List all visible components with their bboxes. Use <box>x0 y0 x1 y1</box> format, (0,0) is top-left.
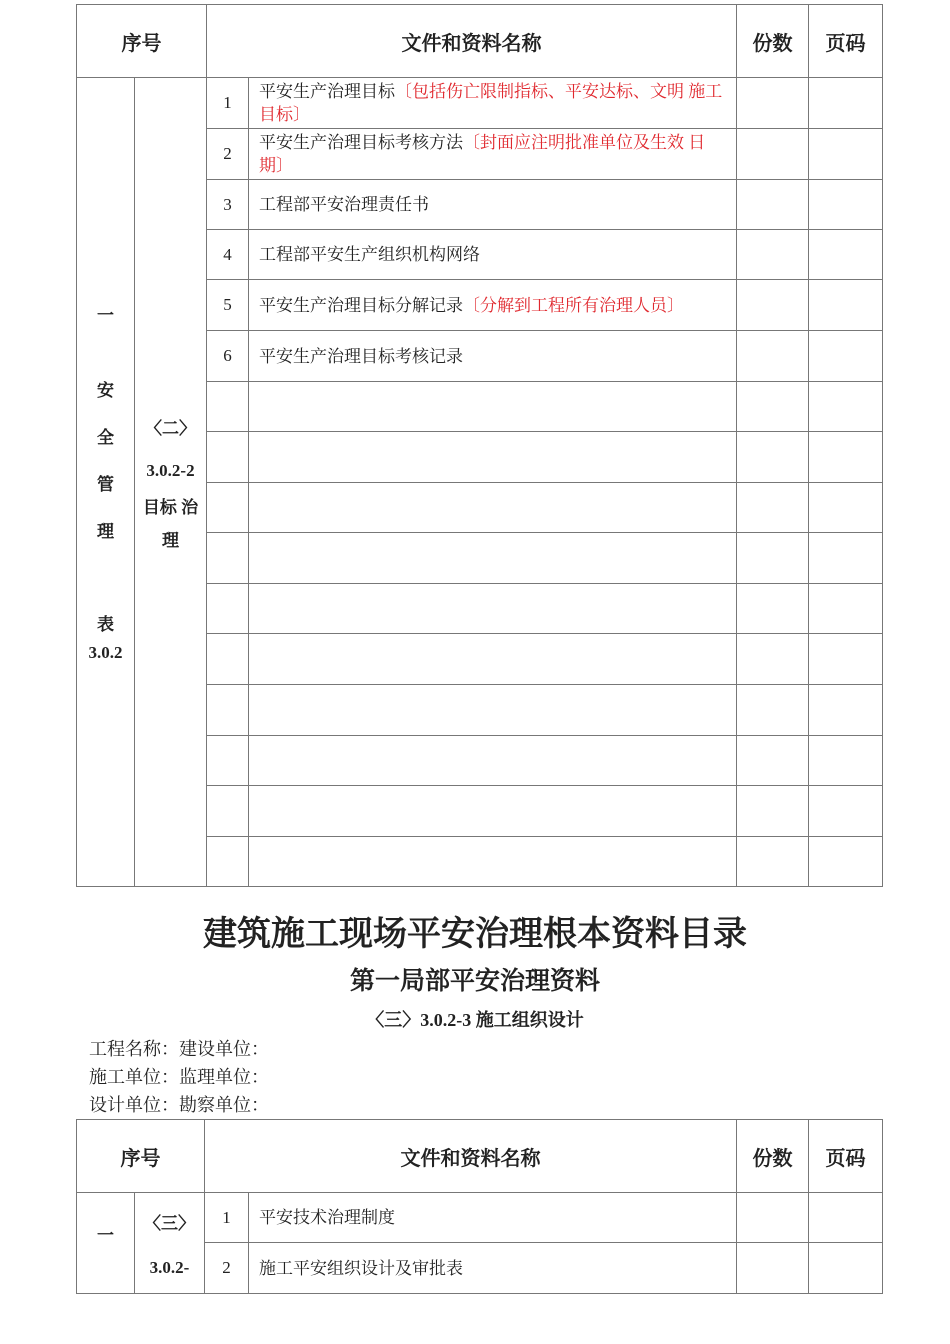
page-cell <box>809 786 883 837</box>
category-char: 理 <box>97 522 114 541</box>
row-number: 2 <box>207 129 249 180</box>
page-cell <box>809 180 883 230</box>
document-name-text: 工程部平安生产组织机构网络 <box>259 245 480 264</box>
document-name <box>249 685 737 736</box>
page-cell <box>809 280 883 331</box>
table-safety-goals <box>76 4 883 887</box>
row-number: 5 <box>207 280 249 331</box>
document-name <box>249 129 737 180</box>
info-line-design: 设计单位：勘察单位： <box>89 1095 269 1115</box>
copies-cell <box>737 786 809 837</box>
document-name: 施工平安组织设计及审批表 <box>249 1243 737 1294</box>
document-name <box>249 331 737 382</box>
copies-cell <box>737 634 809 685</box>
document-name <box>249 382 737 432</box>
header-name: 文件和资料名称 <box>207 5 737 78</box>
copies-cell <box>737 736 809 786</box>
copies-cell <box>737 382 809 432</box>
row-number: 6 <box>207 331 249 382</box>
page-cell <box>809 78 883 129</box>
table-row <box>77 78 883 129</box>
subcategory-goal-management <box>135 78 207 887</box>
page-cell <box>809 1193 883 1243</box>
page-cell <box>809 837 883 887</box>
copies-cell <box>737 533 809 584</box>
page-subtitle: 第一局部平安治理资料 <box>349 968 600 995</box>
category-safety-management <box>77 78 135 887</box>
category-code: 3.0.2 <box>88 643 123 662</box>
document-name <box>249 230 737 280</box>
document-name <box>249 180 737 230</box>
subcategory-name-line2: 理 <box>162 530 179 550</box>
page-cell <box>809 736 883 786</box>
page-cell <box>809 230 883 280</box>
page-cell <box>809 382 883 432</box>
header-copies: 份数 <box>737 5 809 78</box>
table-construction-design <box>76 1119 883 1294</box>
section-title: 〈三〉3.0.2-3 施工组织设计 <box>366 1010 584 1030</box>
document-name <box>249 78 737 129</box>
row-number <box>207 382 249 432</box>
document-note: 〔包括伤亡限制指标、平安达标、文明 施工目标〕 <box>259 82 723 124</box>
copies-cell <box>737 331 809 382</box>
document-name <box>249 634 737 685</box>
header-seq: 序号 <box>77 5 207 78</box>
document-name-text: 平安生产治理目标分解记录 <box>259 295 463 315</box>
table-header-row <box>77 5 883 78</box>
row-number: 1 <box>205 1193 249 1243</box>
page-cell <box>809 129 883 180</box>
subcategory-code: 3.0.2- <box>149 1257 190 1277</box>
page-cell <box>809 533 883 584</box>
row-number: 4 <box>207 230 249 280</box>
category-safety-management <box>77 1193 135 1294</box>
category-char: 一 <box>97 1225 114 1245</box>
document-name <box>249 786 737 837</box>
info-line-project: 工程名称：建设单位： <box>89 1039 269 1059</box>
page-title: 建筑施工现场平安治理根本资料目录 <box>203 916 747 953</box>
row-number <box>207 786 249 837</box>
page-cell <box>809 584 883 634</box>
document-name-text: 工程部平安治理责任书 <box>259 195 429 214</box>
subcategory-name-line1: 目标 治 <box>142 497 199 517</box>
page-cell <box>809 634 883 685</box>
header-copies: 份数 <box>737 1120 809 1193</box>
document-name-text: 平安生产治理目标 <box>259 82 395 101</box>
page-cell <box>809 331 883 382</box>
document-name <box>249 584 737 634</box>
category-char: 管 <box>97 475 114 494</box>
document-name-text: 平安生产治理目标考核记录 <box>259 346 463 366</box>
copies-cell <box>737 230 809 280</box>
row-number: 1 <box>207 78 249 129</box>
row-number <box>207 533 249 584</box>
copies-cell <box>737 432 809 483</box>
document-name-text: 平安生产治理目标考核方法 <box>259 133 463 152</box>
row-number <box>207 634 249 685</box>
page-cell <box>809 1243 883 1294</box>
info-line-construction: 施工单位：监理单位： <box>89 1067 269 1087</box>
subcategory-label: 〈三〉 <box>144 1213 195 1233</box>
row-number <box>207 736 249 786</box>
copies-cell <box>737 78 809 129</box>
document-note: 〔分解到工程所有治理人员〕 <box>463 295 684 315</box>
row-number <box>207 483 249 533</box>
copies-cell <box>737 129 809 180</box>
page-cell <box>809 432 883 483</box>
copies-cell <box>737 1193 809 1243</box>
copies-cell <box>737 584 809 634</box>
category-char: 表 <box>97 615 114 634</box>
row-number <box>207 837 249 887</box>
copies-cell <box>737 483 809 533</box>
copies-cell <box>737 685 809 736</box>
document-name: 平安技术治理制度 <box>249 1193 737 1243</box>
subcategory-label: 〈二〉 <box>145 418 196 438</box>
document-name <box>249 280 737 331</box>
subcategory-code: 3.0.2-2 <box>146 460 195 480</box>
document-note: 〔封面应注明批准单位及生效 日期〕 <box>259 133 706 175</box>
document-name <box>249 837 737 887</box>
page-cell <box>809 483 883 533</box>
row-number: 3 <box>207 180 249 230</box>
copies-cell <box>737 837 809 887</box>
header-seq: 序号 <box>77 1120 205 1193</box>
category-char: 一 <box>97 306 114 325</box>
document-name <box>249 736 737 786</box>
row-number: 2 <box>205 1243 249 1294</box>
copies-cell <box>737 280 809 331</box>
category-char: 安 <box>97 381 114 400</box>
document-name <box>249 483 737 533</box>
category-char: 全 <box>97 428 114 447</box>
header-page: 页码 <box>809 1120 883 1193</box>
document-name <box>249 432 737 483</box>
row-number <box>207 584 249 634</box>
document-name <box>249 533 737 584</box>
header-page: 页码 <box>809 5 883 78</box>
row-number <box>207 685 249 736</box>
table-header-row <box>77 1120 883 1193</box>
table-row <box>77 1193 883 1243</box>
header-name: 文件和资料名称 <box>205 1120 737 1193</box>
page-cell <box>809 685 883 736</box>
row-number <box>207 432 249 483</box>
subcategory-construction-design <box>135 1193 205 1294</box>
copies-cell <box>737 180 809 230</box>
copies-cell <box>737 1243 809 1294</box>
